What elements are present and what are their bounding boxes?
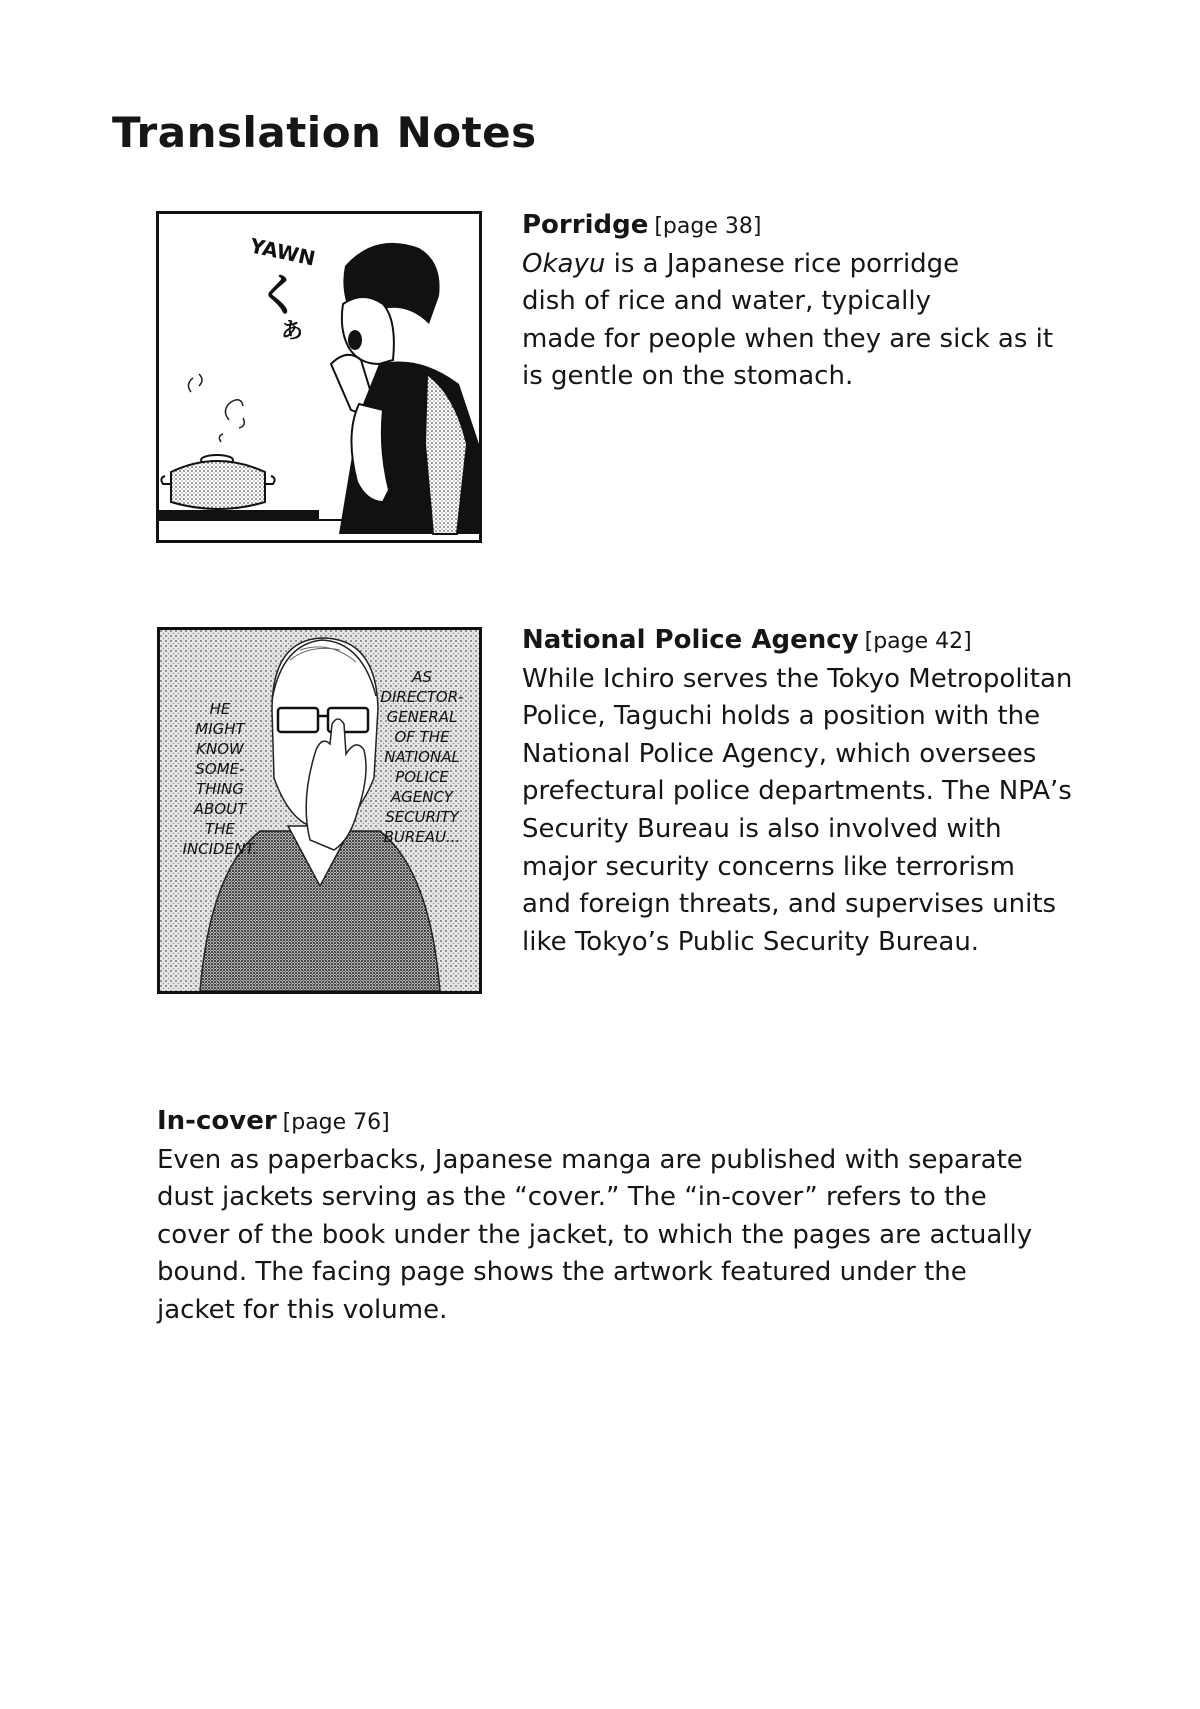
- note-line: prefectural police departments. The NPA’s: [522, 776, 1072, 807]
- porridge-manga-panel: [156, 211, 482, 543]
- bubble-line: OF THE: [394, 728, 450, 746]
- bubble-line: NATIONAL: [384, 748, 460, 766]
- sfx-kana-a: あ: [281, 319, 304, 344]
- bubble-line: DIRECTOR-: [380, 688, 464, 706]
- note-page-ref: [page 38]: [654, 214, 762, 239]
- note-line: is gentle on the stomach.: [522, 361, 854, 392]
- bubble-line: KNOW: [196, 740, 244, 758]
- note-national-police-agency: [522, 622, 1172, 961]
- bubble-line: MIGHT: [195, 720, 245, 738]
- bubble-line: AS: [412, 668, 432, 686]
- note-line: made for people when they are sick as it: [522, 323, 1054, 354]
- sfx-yawn: YAWN: [247, 233, 318, 271]
- note-line: cover of the book under the jacket, to which the pages are actually: [157, 1219, 1033, 1250]
- note-line: National Police Agency, which oversees: [522, 738, 1037, 769]
- page-title: Translation Notes: [112, 108, 537, 157]
- note-line: Security Bureau is also involved with: [522, 813, 1002, 844]
- note-line: dust jackets serving as the “cover.” The “in-cover” refers to the: [157, 1182, 987, 1213]
- bubble-line: SOME-: [195, 760, 245, 778]
- bubble-line: GENERAL: [386, 708, 458, 726]
- note-page-ref: [page 76]: [282, 1110, 390, 1135]
- note-heading: National Police Agency: [522, 625, 859, 655]
- porridge-illustration: [159, 214, 479, 540]
- note-line: Even as paperbacks, Japanese manga are published with separate: [157, 1144, 1023, 1175]
- note-page-ref: [page 42]: [864, 629, 972, 654]
- note-line: like Tokyo’s Public Security Bureau.: [522, 926, 980, 957]
- right-speech-text: [380, 668, 463, 846]
- note-heading: In-cover: [157, 1106, 277, 1136]
- note-line: major security concerns like terrorism: [522, 851, 1015, 882]
- bubble-line: AGENCY: [390, 788, 454, 806]
- note-italic-term: Okayu: [522, 248, 606, 279]
- bubble-line: BUREAU...: [383, 828, 461, 846]
- note-line: jacket for this volume.: [157, 1294, 448, 1325]
- note-heading: Porridge: [522, 210, 649, 240]
- sfx-kana-ku: く: [257, 270, 301, 321]
- agency-manga-panel: [157, 627, 482, 994]
- bubble-line: INCIDENT.: [182, 840, 258, 858]
- bubble-line: POLICE: [395, 768, 449, 786]
- note-line: Police, Taguchi holds a position with the: [522, 701, 1041, 732]
- bubble-line: THING: [196, 780, 244, 798]
- bubble-line: THE: [205, 820, 235, 838]
- note-line: is a Japanese rice porridge: [605, 248, 960, 279]
- bubble-line: HE: [209, 700, 231, 718]
- note-line: bound. The facing page shows the artwork featured under the: [157, 1257, 967, 1288]
- note-line: While Ichiro serves the Tokyo Metropolitan: [522, 663, 1073, 694]
- bubble-line: ABOUT: [193, 800, 247, 818]
- note-line: and foreign threats, and supervises units: [522, 889, 1057, 920]
- note-porridge: [522, 207, 1162, 396]
- bubble-line: SECURITY: [385, 808, 459, 826]
- taguchi-illustration: [160, 630, 479, 991]
- note-line: dish of rice and water, typically: [522, 286, 931, 317]
- note-in-cover: [157, 1103, 1167, 1330]
